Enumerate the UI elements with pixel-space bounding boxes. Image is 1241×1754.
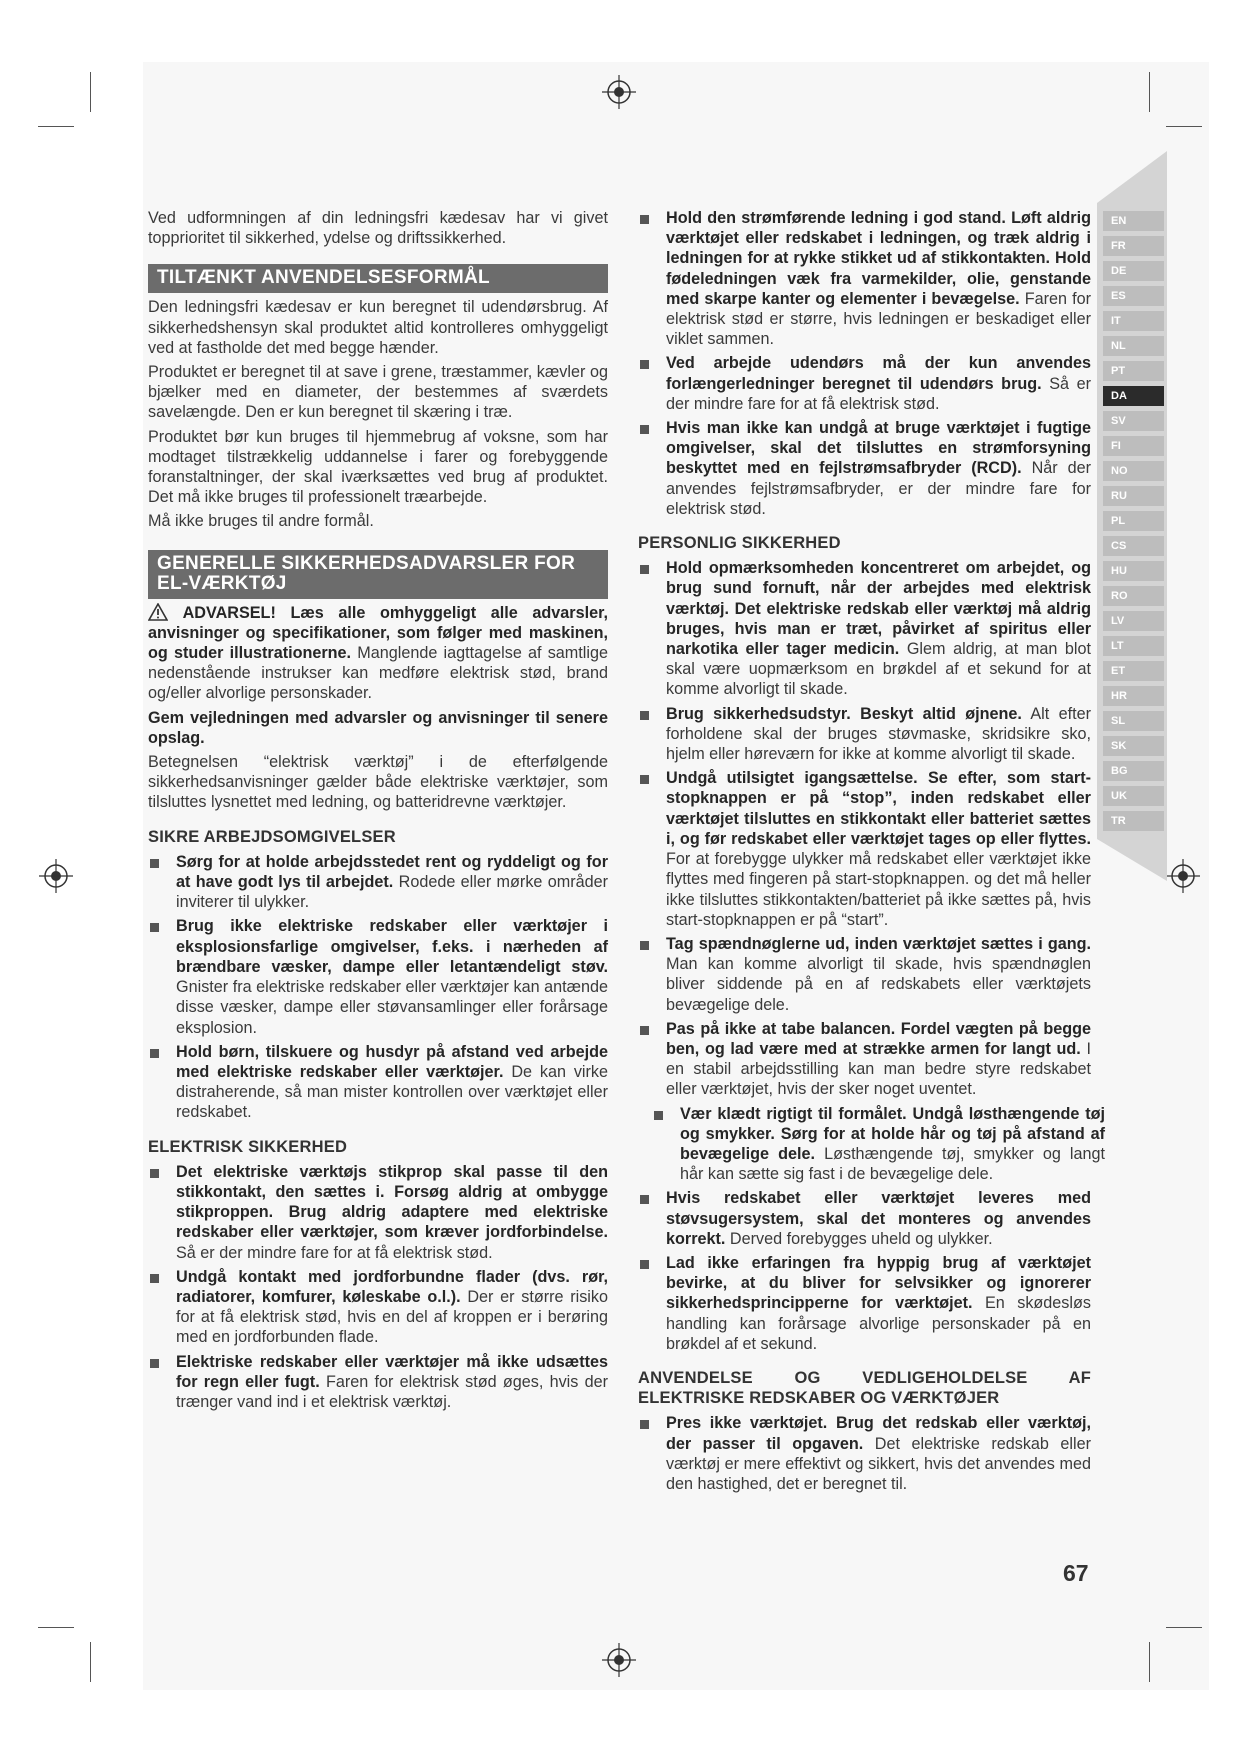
list-item-bold: Hold den strømførende ledning i god stand. Løft aldrig værktøjet eller redskabet i ledningen, og træk aldrig i ledningen for at rykke stikket ud af stikkontakten. Hold fødeledningen væk fra varmekilder, olie, genstande med skarpe kanter og elementer i bevægelse. bbox=[666, 209, 1091, 308]
electrical-list bbox=[148, 1162, 608, 1412]
language-tab-uk[interactable]: UK bbox=[1103, 786, 1164, 806]
language-tab-et[interactable]: ET bbox=[1103, 661, 1164, 681]
list-item bbox=[148, 1267, 608, 1348]
intro-paragraph: Ved udformningen af din ledningsfri kædesav har vi givet topprioritet til sikkerhed, ydelse og driftssikkerhed. bbox=[148, 209, 608, 248]
list-item-bold: Hvis redskabet eller værktøjet leveres med støvsugersystem, skal det monteres og anvendes korrekt. bbox=[666, 1189, 1091, 1248]
list-item-text: Man kan komme alvorligt til skade, hvis spændnøglen bliver siddende på en af redskabets eller værktøjets bevægelige dele. bbox=[666, 955, 1091, 1014]
list-item-text: Rodede eller mørke områder inviterer til ulykker. bbox=[176, 873, 609, 912]
language-tab-nl[interactable]: NL bbox=[1103, 336, 1164, 356]
personal-safety-list bbox=[638, 558, 1106, 1354]
language-tab-sk[interactable]: SK bbox=[1103, 736, 1164, 756]
subheading-personal: PERSONLIG SIKKERHED bbox=[638, 534, 841, 553]
registration-mark-icon bbox=[602, 1643, 636, 1677]
warning-paragraph bbox=[148, 603, 608, 704]
language-tab-cs[interactable]: CS bbox=[1103, 536, 1164, 556]
list-item bbox=[638, 1019, 1091, 1100]
list-item bbox=[638, 1104, 1105, 1185]
warning-bold: ADVARSEL! Læs alle omhyggeligt alle advarsler, anvisninger og specifikationer, som følger med maskinen, og studer illustrationerne. bbox=[148, 603, 608, 663]
language-tab-sv[interactable]: SV bbox=[1103, 411, 1164, 431]
registration-mark-icon bbox=[1166, 859, 1200, 893]
language-tab-de[interactable]: DE bbox=[1103, 261, 1164, 281]
crop-mark bbox=[90, 1642, 91, 1682]
list-item-bold: Pres ikke værktøjet. Brug det redskab eller værktøj, der passer til opgaven. bbox=[666, 1414, 1091, 1453]
list-item-bold: Ved arbejde udendørs må der kun anvendes forlængerledninger beregnet til udendørs brug. bbox=[666, 354, 1091, 393]
list-item bbox=[148, 916, 608, 1037]
list-item-text: Glem aldrig, at man blot skal være uopmærksom en brøkdel af et sekund for at komme alvorligt til skade. bbox=[666, 640, 1091, 699]
list-item-text: Der er større risiko for at få elektrisk stød, hvis en del af kroppen er i berøring med en jordforbunden flade. bbox=[176, 1287, 609, 1347]
list-item bbox=[638, 208, 1091, 349]
paragraph: Må ikke bruges til andre formål. bbox=[148, 512, 374, 531]
language-tab-bg[interactable]: BG bbox=[1103, 761, 1164, 781]
language-tab-ro[interactable]: RO bbox=[1103, 586, 1164, 606]
language-tab-ru[interactable]: RU bbox=[1103, 486, 1164, 506]
subheading-electrical: ELEKTRISK SIKKERHED bbox=[148, 1137, 348, 1156]
list-item-bold: Sørg for at holde arbejdsstedet rent og ryddeligt og for at have godt lys til arbejdet. bbox=[176, 852, 608, 892]
crop-mark bbox=[90, 72, 91, 112]
language-tab-hr[interactable]: HR bbox=[1103, 686, 1164, 706]
list-item-bold: Brug ikke elektriske redskaber eller værktøjer i eksplosionsfarlige omgivelser, f.eks. i nærheden af brændbare væsker, dampe eller letantændeligt støv. bbox=[176, 917, 608, 976]
list-item bbox=[638, 768, 1091, 930]
list-item-bold: Lad ikke erfaringen fra hyppig brug af værktøjet bevirke, at du bliver for selvsikker og ignorerer sikkerhedsprincipperne for værktøjet. bbox=[666, 1253, 1091, 1313]
language-tab-tr[interactable]: TR bbox=[1103, 811, 1164, 831]
list-item-text: Så er der mindre fare for at få elektrisk stød. bbox=[176, 1243, 493, 1262]
list-item-text: Så er der mindre fare for at få elektrisk stød. bbox=[666, 374, 1092, 413]
crop-mark bbox=[1149, 1642, 1150, 1682]
list-item-bold: Brug sikkerhedsudstyr. Beskyt altid øjnene. bbox=[666, 704, 1022, 723]
list-item-text: I en stabil arbejdsstilling kan man bedre styre redskabet eller værktøjet, hvis der sker noget uventet. bbox=[666, 1039, 1091, 1099]
list-item-bold: Hold børn, tilskuere og husdyr på afstand ved arbejde med elektriske redskaber eller værktøjer. bbox=[176, 1042, 608, 1081]
language-tab-lv[interactable]: LV bbox=[1103, 611, 1164, 631]
list-item bbox=[638, 353, 1091, 414]
language-tab-da[interactable]: DA bbox=[1103, 386, 1164, 406]
section-heading-general-safety: GENERELLE SIKKERHEDSADVARSLER FOR EL-VÆRKTØJ bbox=[148, 550, 608, 599]
language-tab-pl[interactable]: PL bbox=[1103, 511, 1164, 531]
subheading-work-area: SIKRE ARBEJDSOMGIVELSER bbox=[148, 827, 396, 846]
language-tab-no[interactable]: NO bbox=[1103, 461, 1164, 481]
list-item-bold: Tag spændnøglerne ud, inden værktøjet sættes i gang. bbox=[666, 934, 1091, 953]
subheading-use-care: ANVENDELSE OG VEDLIGEHOLDELSE AF ELEKTRISKE REDSKABER OG VÆRKTØJER bbox=[638, 1368, 1091, 1408]
paragraph: Produktet er beregnet til at save i grene, træstammer, kævler og bjælker med en diameter, der bestemmes af sværdets savelængde. Den er kun beregnet til skæring i træ. bbox=[148, 363, 608, 422]
list-item-bold: Pas på ikke at tabe balancen. Fordel vægten på begge ben, og lad være med at strække armen for langt ud. bbox=[666, 1019, 1091, 1058]
list-item-bold: Undgå kontakt med jordforbundne flader (dvs. rør, radiatorer, komfurer, køleskabe o.l.). bbox=[176, 1267, 608, 1306]
crop-mark bbox=[1166, 1627, 1202, 1628]
page-number: 67 bbox=[1063, 1560, 1089, 1586]
list-item-text: Gnister fra elektriske redskaber eller værktøjer kan antænde disse væsker, dampe eller støvansamlinger eller forårsage eksplosion. bbox=[176, 978, 608, 1037]
list-item bbox=[638, 558, 1091, 699]
registration-mark-icon bbox=[602, 75, 636, 109]
paragraph: Produktet bør kun bruges til hjemmebrug af voksne, som har modtaget tilstrækkelig uddannelse i farer og forebyggende foranstaltninger, der skal iværksættes ved brug af produktet. Det må ikke bruges til professionelt træarbejde. bbox=[148, 427, 608, 507]
registration-mark-icon bbox=[39, 859, 73, 893]
right-column bbox=[638, 208, 1106, 1498]
list-item bbox=[638, 934, 1091, 1015]
list-item-text: Når der anvendes fejlstrømsafbryder, er der mindre fare for elektrisk stød. bbox=[666, 459, 1092, 518]
language-tab-es[interactable]: ES bbox=[1103, 286, 1164, 306]
language-tab-lt[interactable]: LT bbox=[1103, 636, 1164, 656]
list-item-bold: Det elektriske værktøjs stikprop skal passe til den stikkontakt, den sættes i. Forsøg aldrig at ombygge stikproppen. Brug aldrig adaptere med elektriske redskaber eller værktøjer, som kræver jordforbindelse. bbox=[176, 1162, 608, 1242]
list-item bbox=[638, 1253, 1091, 1354]
list-item bbox=[638, 1188, 1091, 1249]
list-item-bold: Undgå utilsigtet igangsættelse. Se efter, som start-stopknappen er på “stop”, inden redskabet eller værktøjet tilsluttes en stikkontakt eller batteriet sættes i, og før redskabet eller værktøjet tages op eller flyttes. bbox=[666, 769, 1091, 848]
list-item bbox=[638, 1413, 1091, 1494]
language-tab-pt[interactable]: PT bbox=[1103, 361, 1164, 381]
crop-mark bbox=[1166, 126, 1202, 127]
use-care-list bbox=[638, 1413, 1091, 1494]
definition-paragraph: Betegnelsen “elektrisk værktøj” i de efterfølgende sikkerhedsanvisninger gælder både elektriske værktøjer, som tilsluttes lysnettet med ledning, og batteridrevne værktøjer. bbox=[148, 753, 608, 812]
list-item-text: Faren for elektrisk stød øges, hvis der trænger vand ind i et elektrisk værktøj. bbox=[176, 1372, 608, 1411]
list-item-bold: Vær klædt rigtigt til formålet. Undgå løsthængende tøj og smykker. Sørg for at holde hår og tøj på afstand af bevægelige dele. bbox=[680, 1104, 1105, 1163]
work-area-list bbox=[148, 852, 608, 1123]
list-item-text: Derved forebygges uheld og ulykker. bbox=[729, 1229, 993, 1248]
crop-mark bbox=[38, 1627, 74, 1628]
language-tab-sl[interactable]: SL bbox=[1103, 711, 1164, 731]
list-item bbox=[148, 1042, 608, 1123]
list-item-text: Løsthængende tøj, smykker og langt hår kan sætte sig fast i de bevægelige dele. bbox=[680, 1144, 1106, 1184]
language-tab-hu[interactable]: HU bbox=[1103, 561, 1164, 581]
list-item-text: Alt efter forholdene skal der bruges støvmaske, skridsikre sko, hjelm eller høreværn for ikke at komme alvorligt til skade. bbox=[666, 704, 1091, 764]
language-tab-it[interactable]: IT bbox=[1103, 311, 1164, 331]
list-item bbox=[148, 1162, 608, 1263]
list-item bbox=[638, 418, 1091, 519]
paragraph: Den ledningsfri kædesav er kun beregnet til udendørsbrug. Af sikkerhedshensyn skal produktet altid kontrolleres omhyggeligt ved at fastholde det med begge hænder. bbox=[148, 298, 608, 357]
keep-instructions bbox=[148, 708, 608, 748]
list-item-text: En skødesløs handling kan forårsage alvorlige personskader på en brøkdel af et sekund. bbox=[666, 1294, 1091, 1353]
list-item-bold: Hold opmærksomheden koncentreret om arbejdet, og brug sund fornuft, når der arbejdes med elektrisk værktøj. Det elektriske redskab eller værktøj må aldrig bruges, hvis man er træt, påvirket af spiritus eller narkotika eller tager medicin. bbox=[666, 559, 1091, 659]
list-item-bold: Elektriske redskaber eller værktøjer må ikke udsættes for regn eller fugt. bbox=[176, 1352, 608, 1391]
language-tabs bbox=[1103, 211, 1164, 836]
keep-instructions-text: Gem vejledningen med advarsler og anvisninger til senere opslag. bbox=[148, 708, 608, 747]
language-tab-fi[interactable]: FI bbox=[1103, 436, 1164, 456]
list-item-bold: Hvis man ikke kan undgå at bruge værktøjet i fugtige omgivelser, skal det tilsluttes en strømforsyning beskyttet med en fejlstrømsafbryder (RCD). bbox=[666, 419, 1091, 478]
list-item bbox=[148, 852, 608, 913]
list-item bbox=[638, 704, 1091, 765]
list-item-text: De kan virke distraherende, så man mister kontrollen over værktøjet eller redskabet. bbox=[176, 1062, 609, 1122]
list-item-text: Det elektriske redskab eller værktøj er mere effektivt og sikkert, hvis det anvendes med den hastighed, det er beregnet til. bbox=[666, 1434, 1092, 1493]
warning-text: Manglende iagttagelse af samtlige nedenstående instrukser kan medføre elektrisk stød, brand og/eller alvorlige personskader. bbox=[148, 644, 608, 703]
section-heading-purpose: TILTÆNKT ANVENDELSESFORMÅL bbox=[148, 264, 608, 293]
electrical-list-continued bbox=[638, 208, 1091, 519]
left-column bbox=[148, 208, 608, 1416]
crop-mark bbox=[1149, 72, 1150, 112]
language-tab-en[interactable]: EN bbox=[1103, 211, 1164, 231]
list-item-text: Faren for elektrisk stød er større, hvis ledningen er beskadiget eller viklet sammen. bbox=[666, 289, 1091, 349]
list-item bbox=[148, 1352, 608, 1413]
list-item-text: For at forebygge ulykker må redskabet eller værktøjet ikke flyttes med fingeren på start-stopknappen. og det må heller ikke tilsluttes stikkontakten/batteriet på ikke sættes på, hvis start-stopknappen er på “start”. bbox=[666, 850, 1091, 929]
crop-mark bbox=[38, 126, 74, 127]
language-tab-fr[interactable]: FR bbox=[1103, 236, 1164, 256]
warning-triangle-icon bbox=[148, 603, 168, 621]
